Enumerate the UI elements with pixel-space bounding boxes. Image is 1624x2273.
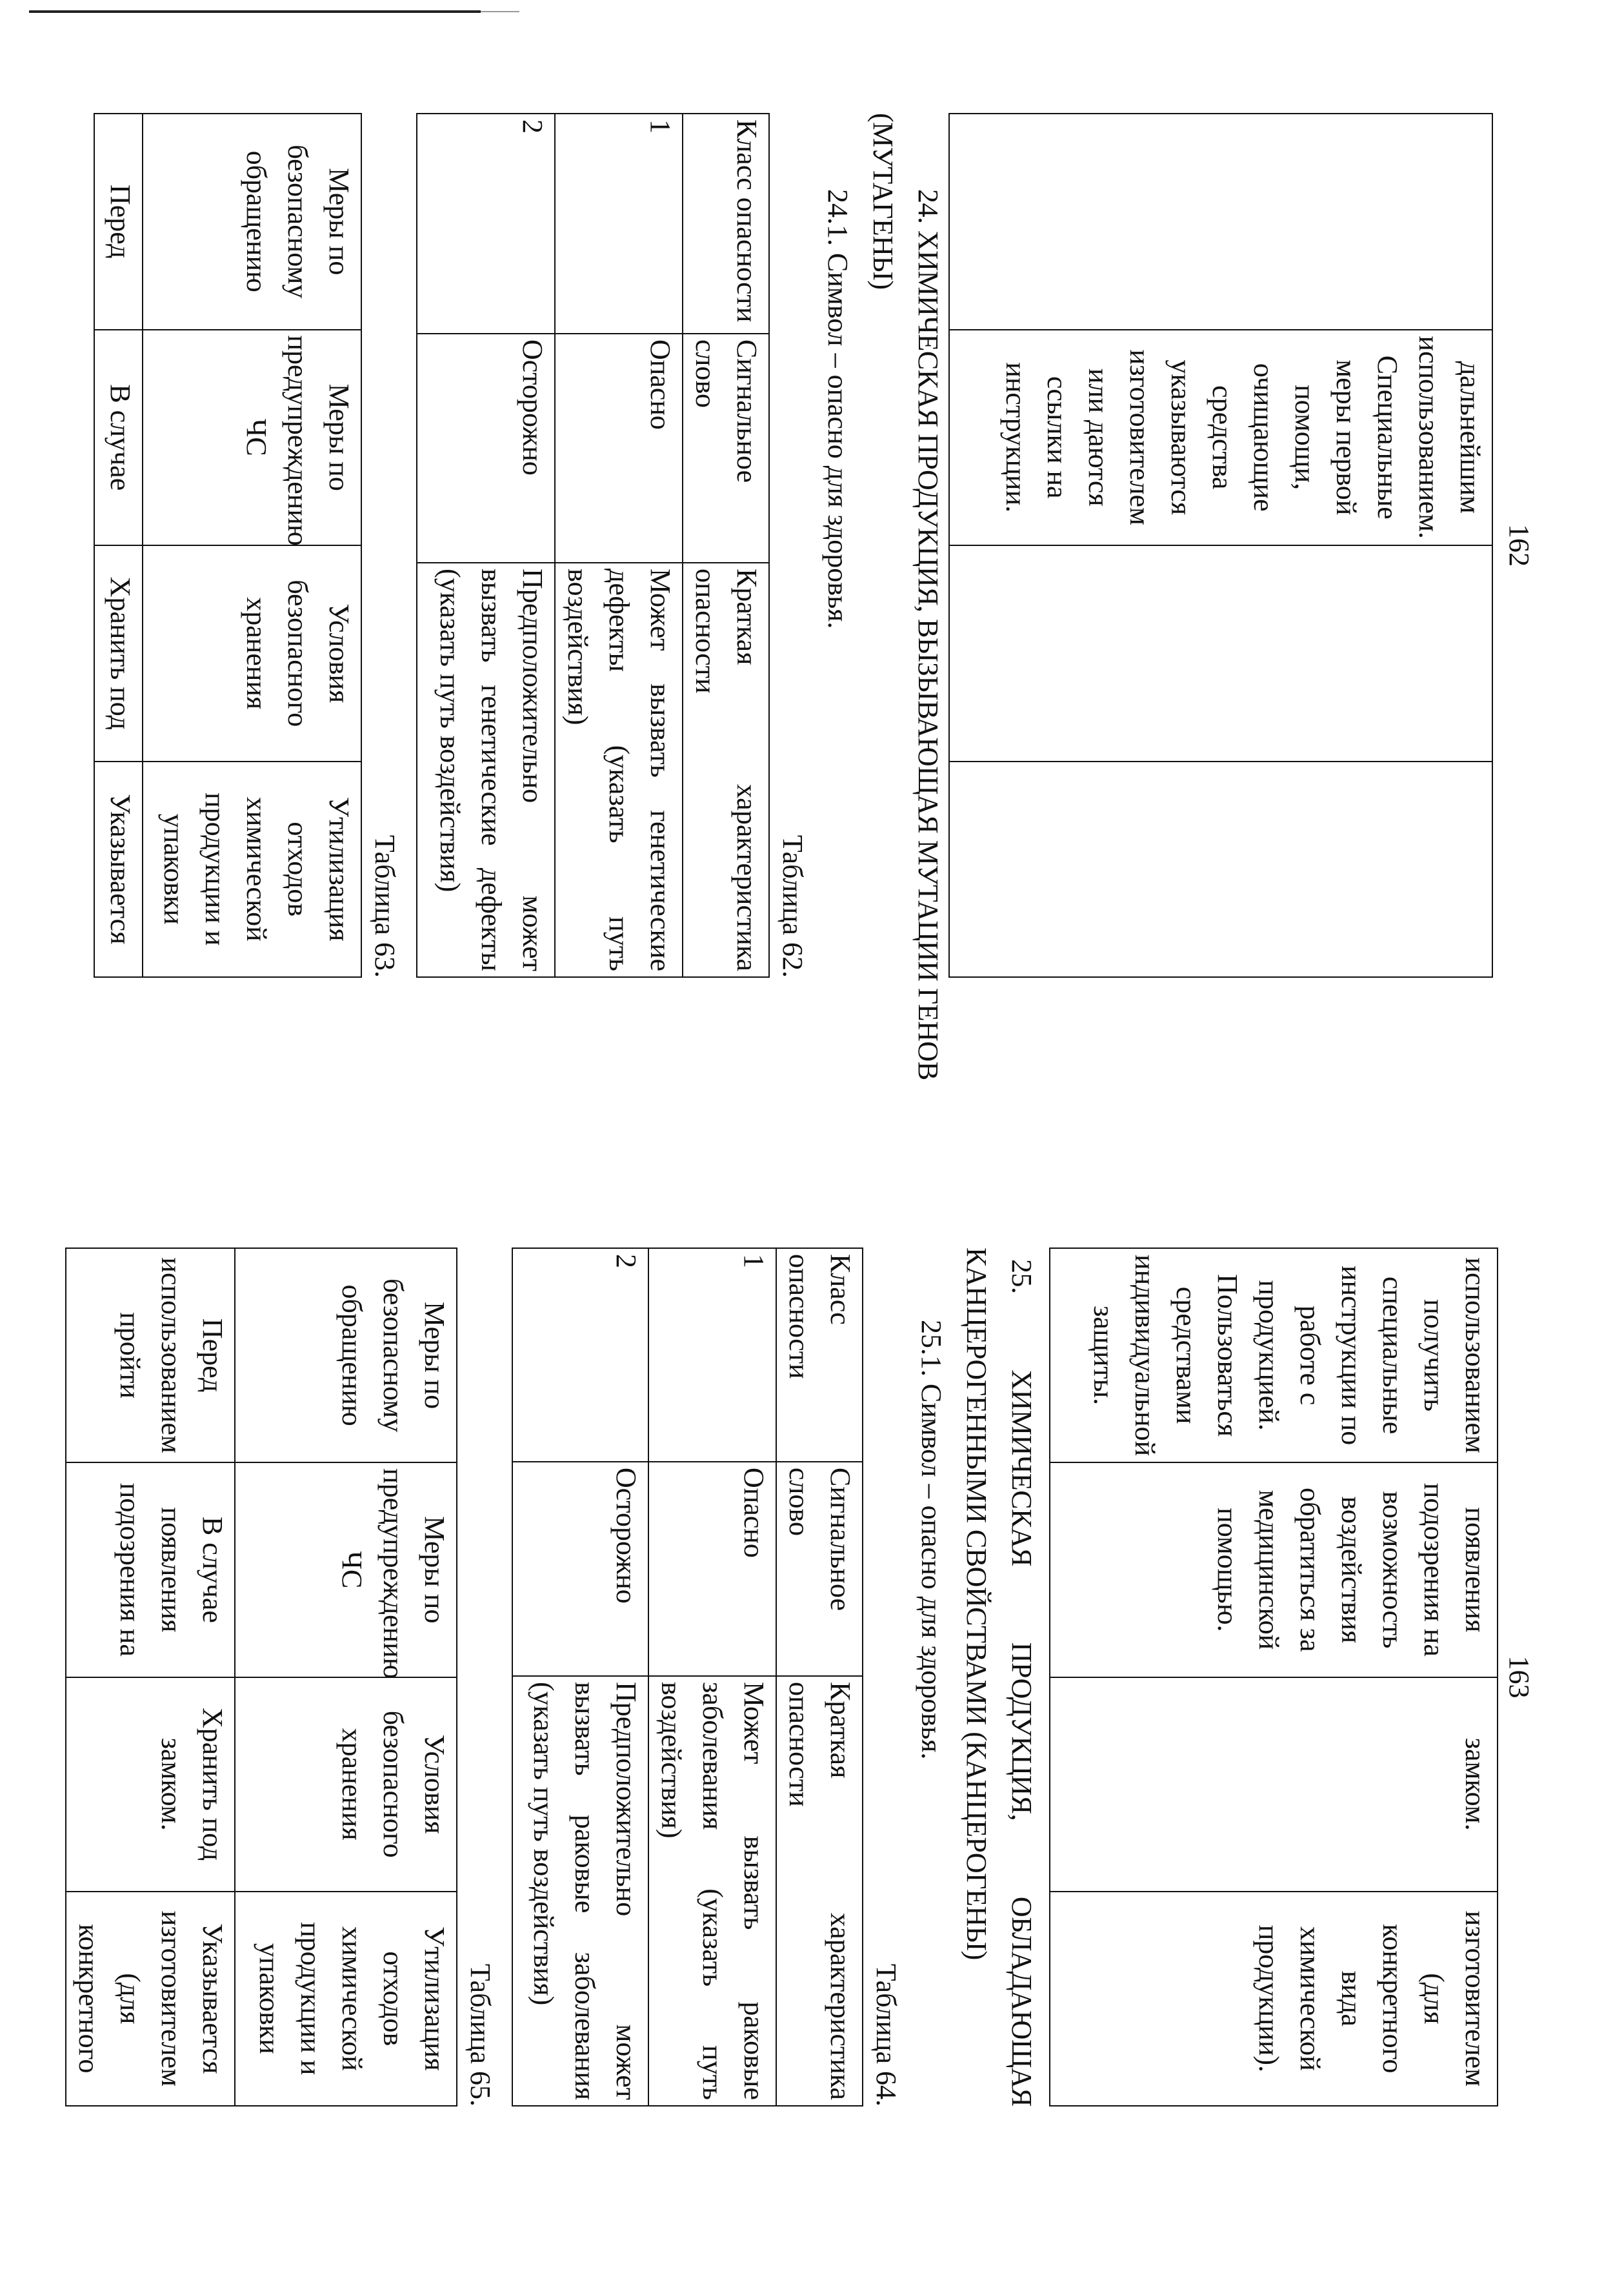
table-cell: Может вызвать раковые заболевания (указать путь воздействия) [648,1676,776,2106]
table-cell: Указывается изготовителем (для конкретного [66,1892,235,2106]
page-162 [0,113,1624,1080]
subsection-heading: 24.1. Символ – опасно для здоровья. [822,189,854,629]
section-heading [999,1248,1044,2106]
page-163 [0,1248,1624,2106]
page-number: 163 [1503,1655,1535,1699]
table-cell: Меры по предупреждению ЧС [143,330,361,546]
continuation-table [948,113,1493,978]
table-63 [94,113,362,978]
heading-word: ОБЛАДАЮЩАЯ [1006,1896,1038,2106]
table-header-row [143,114,361,977]
table-label: Таблица 64. [870,1963,902,2106]
table-cell: изготовителем (для конкретного вида химической продукции). [1050,1892,1498,2106]
table-62 [416,113,770,978]
table-row [555,114,683,977]
table-cell: Предположительно может вызвать генетические дефекты (указать путь воздействия) [417,563,555,977]
table-cell: Осторожно [512,1462,648,1676]
table-cell: Краткая характеристика опасности [776,1676,863,2106]
table-cell: В случае появления подозрения на [66,1462,235,1677]
continuation-table [1049,1248,1498,2106]
table-cell: дальнейшим использованием. Специальные меры первой помощи, очищающие средства указываются изготовителем или даются ссылки на инструкции. [949,330,1492,546]
table-row [417,114,555,977]
table-row [648,1248,776,2106]
table-cell: Условия безопасного хранения [143,545,361,762]
table-cell: 1 [648,1248,776,1462]
table-row [949,114,1492,977]
table-cell [949,762,1492,978]
table-cell: Меры по безопасному обращению [235,1248,457,1462]
table-cell: Класс опасности [776,1248,863,1462]
section-heading-cont: (МУТАГЕНЫ) [867,113,899,290]
table-cell: Предположительно может вызвать раковые заболевания (указать путь воздействия) [512,1676,648,2106]
table-row [512,1248,648,2106]
table-row [94,114,143,977]
section-heading: 24. ХИМИЧЕСКАЯ ПРОДУКЦИЯ, ВЫЗЫВАЮЩАЯ МУТАЦИИ ГЕНОВ [912,189,944,1080]
table-cell: Меры по безопасному обращению [143,114,361,330]
table-label: Таблица 65. [465,1963,496,2106]
table-cell: Опасно [648,1462,776,1676]
heading-word: 25. [1006,1259,1038,1294]
table-header-row [776,1248,863,2106]
heading-word: ХИМИЧЕСКАЯ [1006,1369,1038,1567]
table-cell: Перед [94,114,143,330]
table-cell: Перед использованием пройти [66,1248,235,1462]
page-number: 162 [1503,524,1535,567]
table-cell: Хранить под [94,545,143,762]
table-cell: Опасно [555,334,683,563]
table-64 [512,1248,863,2106]
section-heading-cont: КАНЦЕРОГЕННЫМИ СВОЙСТВАМИ (КАНЦЕРОГЕНЫ) [961,1248,992,1960]
table-cell: Хранить под замком. [66,1677,235,1892]
subsection-heading: 25.1. Символ – опасно для здоровья. [916,1320,947,1760]
table-header-row [235,1248,457,2106]
table-cell: Утилизация отходов химической продукции и упаковки [143,762,361,978]
table-cell: Утилизация отходов химической продукции и упаковки [235,1892,457,2106]
table-cell: В случае [94,330,143,546]
table-cell: Краткая характеристика опасности [683,563,769,977]
section-25 [65,1248,1044,2106]
table-65 [65,1248,457,2106]
table-cell: 2 [512,1248,648,1462]
table-cell: 1 [555,114,683,334]
table-cell: замком. [1050,1677,1498,1892]
table-cell: использованием получить специальные инструкции по работе с продукцией. Пользоваться средствами индивидуальной защиты. [1050,1248,1498,1462]
table-cell: Класс опасности [683,114,769,334]
table-cell: Может вызвать генетические дефекты (указать путь воздействия) [555,563,683,977]
section-24 [94,113,950,1080]
table-label: Таблица 62. [777,834,808,978]
table-cell: Сигнальное слово [776,1462,863,1676]
table-cell [949,545,1492,762]
table-cell: появления подозрения на возможность воздействия обратиться за медицинской помощью. [1050,1462,1498,1677]
table-cell: Сигнальное слово [683,334,769,563]
table-cell: Указывается [94,762,143,978]
table-row [66,1248,235,2106]
table-cell: Условия безопасного хранения [235,1677,457,1892]
table-row [1050,1248,1498,2106]
table-cell: 2 [417,114,555,334]
table-label: Таблица 63. [369,834,401,978]
table-header-row [683,114,769,977]
heading-word: ПРОДУКЦИЯ, [1006,1642,1038,1821]
table-cell: Осторожно [417,334,555,563]
table-cell: Меры по предупреждению ЧС [235,1462,457,1677]
table-cell [949,114,1492,330]
